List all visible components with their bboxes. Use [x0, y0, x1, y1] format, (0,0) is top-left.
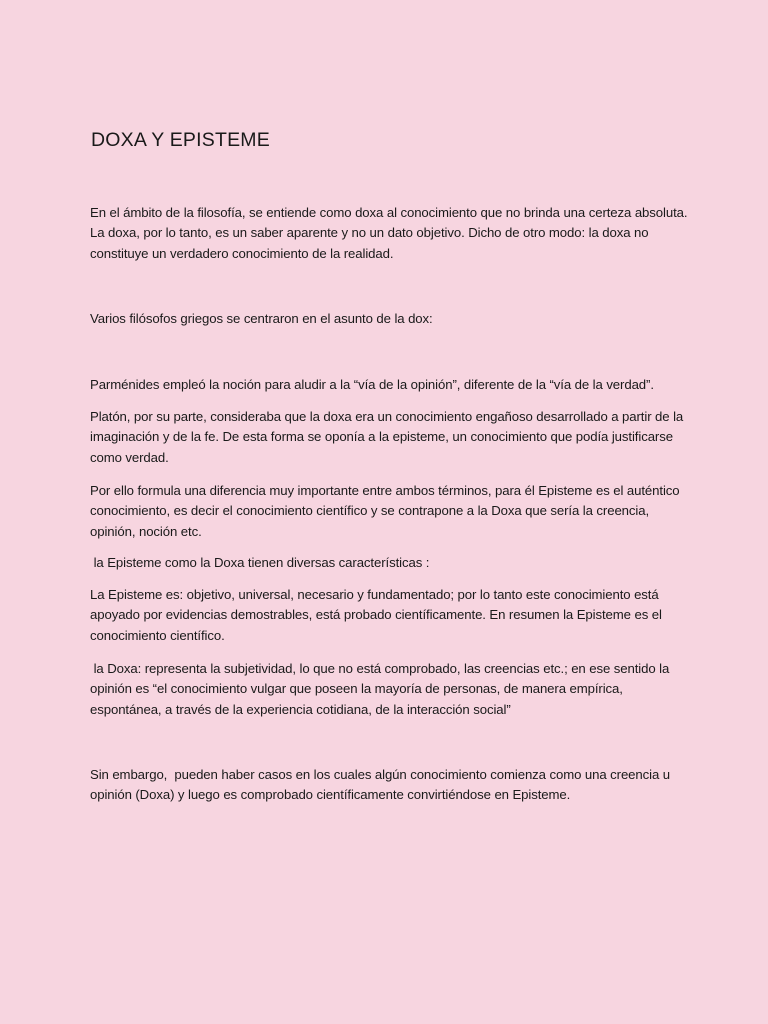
- paragraph-doxa-definition: En el ámbito de la filosofía, se entiende como doxa al conocimiento que no brinda una certeza absoluta. La doxa, por lo tanto, es un saber aparente y no un dato objetivo. Dicho de otro modo: la doxa no constituye un verdadero conocimiento de la realidad.: [90, 205, 688, 261]
- paragraph-characteristics-intro: la Episteme como la Doxa tienen diversas características :: [90, 555, 430, 570]
- paragraph-conclusion: Sin embargo, pueden haber casos en los cuales algún conocimiento comienza como una creencia u opinión (Doxa) y luego es comprobado científicamente convirtiéndose en Episteme.: [90, 767, 674, 803]
- document-title: DOXA Y EPISTEME: [91, 129, 270, 151]
- paragraph-difference: Por ello formula una diferencia muy importante entre ambos términos, para él Episteme es el auténtico conocimiento, es decir el conocimiento científico y se contrapone a la Doxa que sería la creencia, opinión, noción etc.: [90, 483, 680, 539]
- paragraph-greek-philosophers: Varios filósofos griegos se centraron en el asunto de la dox:: [90, 311, 433, 326]
- paragraph-parmenides: Parménides empleó la noción para aludir a la “vía de la opinión”, diferente de la “vía de la verdad”.: [90, 377, 654, 392]
- paragraph-episteme: La Episteme es: objetivo, universal, necesario y fundamentado; por lo tanto este conocimiento está apoyado por evidencias demostrables, está probado científicamente. En resumen la Episteme es el conocimiento científico.: [90, 587, 662, 643]
- paragraph-platon: Platón, por su parte, consideraba que la doxa era un conocimiento engañoso desarrollado a partir de la imaginación y de la fe. De esta forma se oponía a la episteme, un conocimiento que podía justificarse como verdad.: [90, 409, 684, 465]
- paragraph-doxa: la Doxa: representa la subjetividad, lo que no está comprobado, las creencias etc.; en ese sentido la opinión es “el conocimiento vulgar que poseen la mayoría de personas, de manera empírica, espontánea, a través de la experiencia cotidiana, de la interacción social”: [90, 661, 673, 717]
